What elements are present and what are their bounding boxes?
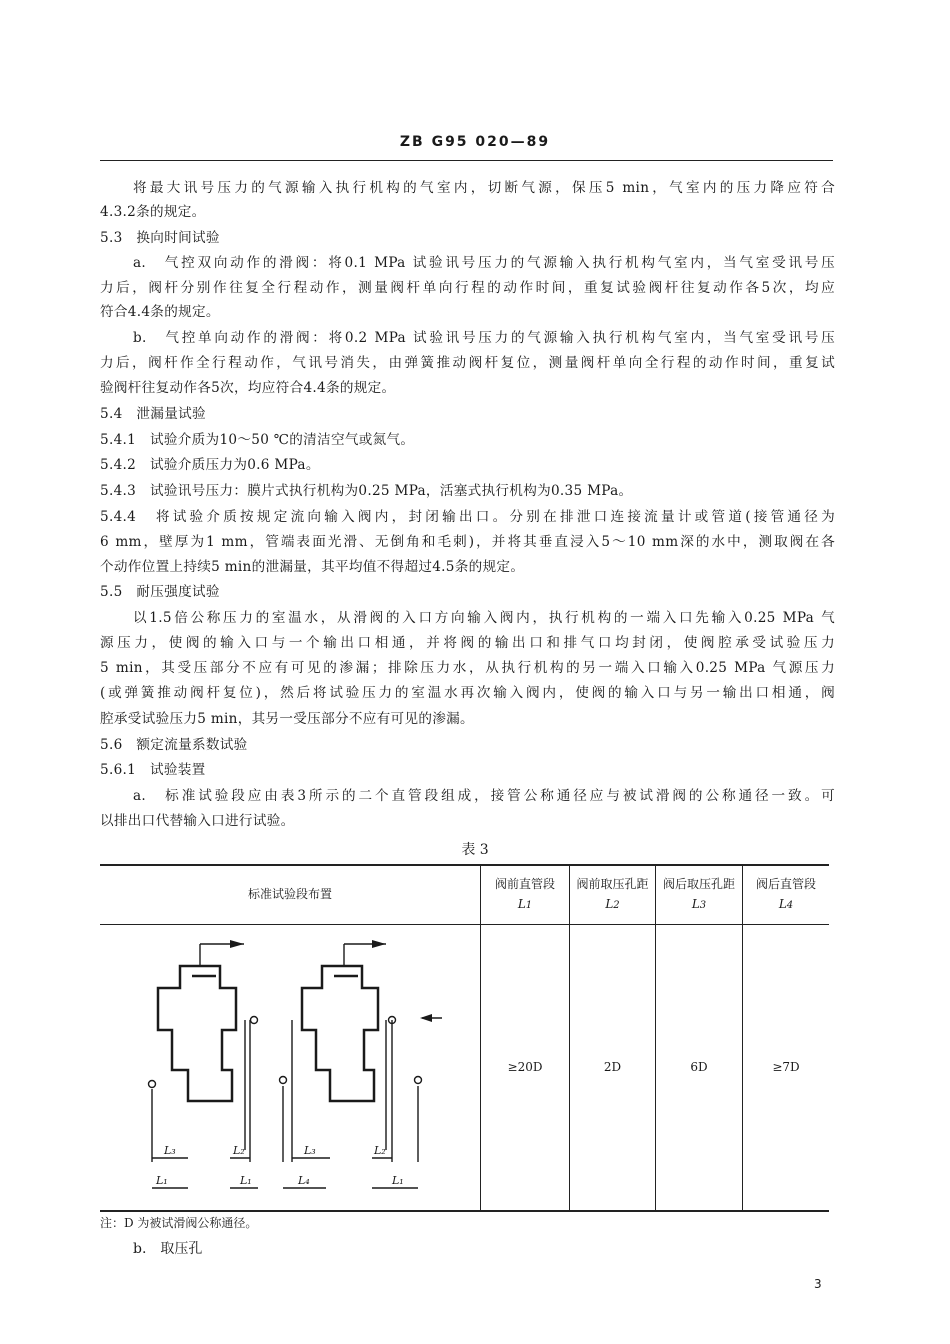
- standard-code-header: ZB G95 020—89: [399, 134, 551, 150]
- header-symbol: L: [691, 897, 700, 911]
- header-subscript: 2: [613, 900, 620, 911]
- paragraph-line: 5.4.1 试验介质为10～50 ℃的清洁空气或氮气。: [100, 432, 415, 448]
- header-subscript: 3: [699, 900, 707, 911]
- paragraph-line: a. 气控双向动作的滑阀：将0.1 MPa 试验讯号压力的气源输入执行机构气室内，当气室受讯号压: [133, 255, 835, 271]
- dim-label-l2: L₂: [233, 1144, 245, 1157]
- pressure-tap-circle: [280, 1077, 287, 1084]
- table-cell-l1: ≥20D: [507, 1060, 543, 1074]
- paragraph-line: 6 mm，壁厚为1 mm，管端表面光滑、无倒角和毛刺)，并将其垂直浸入5～10 mm深的水中，测取阀在各: [100, 534, 835, 550]
- item-b-pressure-tap: b. 取压孔: [133, 1241, 203, 1257]
- left-signal-arrowhead: [230, 940, 244, 948]
- test-section-diagram: [100, 926, 480, 1210]
- paragraph-line: 将最大讯号压力的气源输入执行机构的气室内，切断气源，保压5 min，气室内的压力降应符合: [133, 180, 835, 196]
- paragraph-line: 4.3.2条的规定。: [100, 204, 206, 220]
- table-header-layout: 标准试验段布置: [247, 887, 332, 901]
- header-symbol: L: [605, 897, 614, 911]
- paragraph-line: 个动作位置上持续5 min的泄漏量，其平均值不得超过4.5条的规定。: [100, 559, 525, 575]
- header-label: 阀后取压孔距: [662, 877, 735, 891]
- dim-label-l3: L₃: [304, 1144, 316, 1157]
- right-signal-arrowhead: [372, 940, 386, 948]
- table-col-rule: [742, 864, 743, 1211]
- left-valve-outline: [158, 966, 236, 1101]
- paragraph-line: 5 min，其受压部分不应有可见的渗漏；排除压力水，从执行机构的另一端入口输入0.25 MPa 气源压力: [100, 660, 835, 676]
- header-label: 阀后直管段: [755, 877, 816, 891]
- table-header-rule: [100, 924, 829, 925]
- paragraph-line: 5.4.2 试验介质压力为0.6 MPa。: [100, 457, 320, 473]
- dim-label-l1: L₁: [156, 1174, 168, 1187]
- table-header-l4: [743, 874, 829, 916]
- header-symbol: L: [517, 897, 526, 911]
- pressure-tap-circle: [415, 1077, 422, 1084]
- table-cell-l4: ≥7D: [772, 1060, 800, 1074]
- dim-label-l2: L₂: [374, 1144, 386, 1157]
- paragraph-line: b. 气控单向动作的滑阀：将0.2 MPa 试验讯号压力的气源输入执行机构气室内，当气室受讯号压: [133, 330, 835, 346]
- paragraph-line: 以排出口代替输入口进行试验。: [100, 813, 295, 829]
- inlet-arrowhead: [420, 1014, 432, 1022]
- paragraph-line: 源压力，使阀的输入口与一个输出口相通，并将阀的输出口和排气口均封闭，使阀腔承受试验压力: [100, 635, 835, 651]
- header-symbol: L: [778, 897, 787, 911]
- paragraph-line: 符合4.4条的规定。: [100, 304, 220, 320]
- table-header-l3: [656, 874, 742, 916]
- dim-label-l1: L₁: [240, 1174, 252, 1187]
- paragraph-line: 5.4.3 试验讯号压力：膜片式执行机构为0.25 MPa，活塞式执行机构为0.35 MPa。: [100, 483, 633, 499]
- table-header-l2: [570, 874, 655, 916]
- table-col-rule: [569, 864, 570, 1211]
- paragraph-line: 力后，阀杆作全行程动作，气讯号消失，由弹簧推动阀杆复位，测量阀杆单向全行程的动作时间，重复试: [100, 355, 835, 371]
- table-3: [100, 864, 829, 1212]
- dim-label-l4: L₄: [298, 1174, 310, 1187]
- dim-label-l1: L₁: [392, 1174, 404, 1187]
- header-subscript: 4: [786, 900, 794, 911]
- paragraph-line: (或弹簧推动阀杆复位)，然后将试验压力的室温水再次输入阀内，使阀的输入口与另一输出口相通，阀: [100, 685, 835, 701]
- header-rule: [100, 160, 833, 161]
- section-heading-5-6: 5.6 额定流量系数试验: [100, 737, 248, 753]
- section-heading-5-4: 5.4 泄漏量试验: [100, 406, 206, 422]
- header-label: 阀前取压孔距: [576, 877, 649, 891]
- table-cell-l2: 2D: [603, 1060, 622, 1074]
- paragraph-line: 以1.5倍公称压力的室温水，从滑阀的入口方向输入阀内，执行机构的一端入口先输入0.25 MPa 气: [133, 610, 835, 626]
- dim-label-l3: L₃: [164, 1144, 176, 1157]
- table-col-rule: [480, 864, 481, 1211]
- table-top-rule: [100, 864, 829, 866]
- section-heading-5-6-1: 5.6.1 试验装置: [100, 762, 206, 778]
- paragraph-line: 5.4.4 将试验介质按规定流向输入阀内，封闭输出口。分别在排泄口连接流量计或管道(接管通径为: [100, 509, 835, 525]
- right-valve-outline: [302, 966, 378, 1101]
- table-caption: 表 3: [461, 842, 489, 858]
- section-heading-5-5: 5.5 耐压强度试验: [100, 584, 220, 600]
- page-number: 3: [814, 1277, 822, 1291]
- section-heading-5-3: 5.3 换向时间试验: [100, 230, 220, 246]
- table-col-rule: [655, 864, 656, 1211]
- pressure-tap-circle: [149, 1081, 156, 1088]
- header-subscript: 1: [525, 900, 533, 911]
- paragraph-line: a. 标准试验段应由表3所示的二个直管段组成，接管公称通径应与被试滑阀的公称通径一致。可: [133, 788, 835, 804]
- header-label: 阀前直管段: [494, 877, 555, 891]
- table-cell-l3: 6D: [690, 1060, 708, 1074]
- paragraph-line: 腔承受试验压力5 min，其另一受压部分不应有可见的渗漏。: [100, 711, 474, 727]
- pressure-tap-circle: [251, 1017, 258, 1024]
- table-bottom-rule: [100, 1210, 829, 1212]
- table-note: 注：D 为被试滑阀公称通径。: [100, 1216, 258, 1230]
- paragraph-line: 力后，阀杆分别作往复全行程动作，测量阀杆单向行程的动作时间，重复试验阀杆往复动作各5次，均应: [100, 280, 835, 296]
- paragraph-line: 验阀杆往复动作各5次，均应符合4.4条的规定。: [100, 380, 396, 396]
- table-header-l1: [481, 874, 569, 916]
